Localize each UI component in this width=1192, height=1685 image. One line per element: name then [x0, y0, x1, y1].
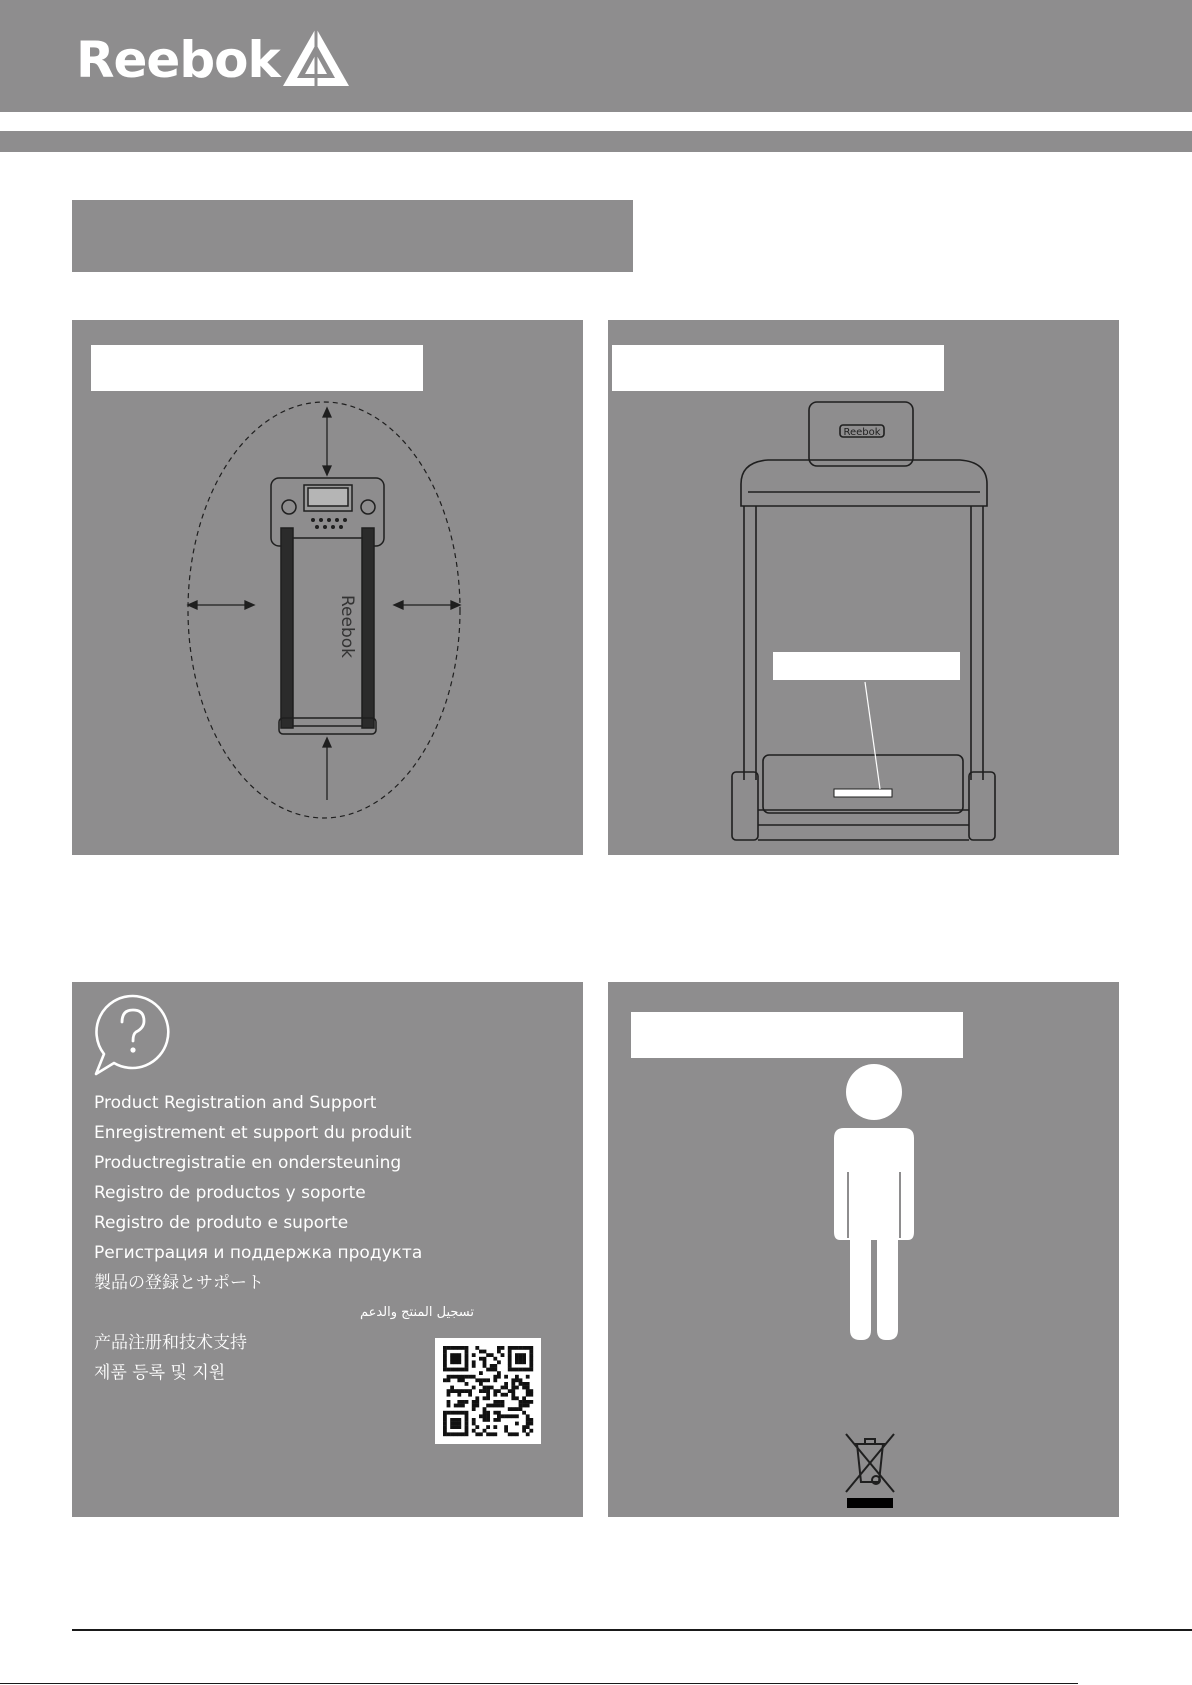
question-bubble-icon: [92, 992, 174, 1078]
support-line-en: Product Registration and Support: [94, 1093, 377, 1113]
user-weight-label-box: [631, 1012, 963, 1058]
bottom-rule: [0, 1683, 1078, 1684]
support-line-fr: Enregistrement et support du produit: [94, 1123, 412, 1143]
crossed-out-bin-icon: [840, 1430, 900, 1510]
logo-wordmark: Reebok: [76, 31, 280, 89]
footer-rule: [72, 1629, 1192, 1631]
person-silhouette-icon: [814, 1062, 934, 1342]
clearance-panel: [72, 320, 583, 855]
serial-panel: [608, 320, 1119, 855]
treadmill-rear-view: [608, 320, 1119, 855]
treadmill-logo: Reebok: [337, 595, 357, 659]
reebok-logo: [76, 28, 356, 92]
qr-code-icon[interactable]: [435, 1338, 541, 1444]
support-line-ja: 製品の登録とサポート: [94, 1273, 264, 1293]
support-line-ko: 제품 등록 및 지원: [94, 1363, 226, 1383]
header-stripe: [0, 131, 1192, 152]
support-line-ar: تسجيل المنتج والدعم: [359, 1305, 474, 1320]
support-line-zh: 产品注册和技术支持: [94, 1333, 247, 1353]
serial-label-box: [773, 652, 960, 680]
support-line-ru: Регистрация и поддержка продукта: [94, 1243, 423, 1263]
clearance-diagram: [72, 320, 583, 855]
console-logo: Reebok: [843, 427, 881, 438]
user-weight-panel: [608, 982, 1119, 1517]
serial-sticker: [834, 789, 892, 797]
treadmill-top-view: [271, 478, 384, 734]
support-line-es: Registro de productos y soporte: [94, 1183, 366, 1203]
support-panel: [72, 982, 583, 1517]
support-line-nl: Productregistratie en ondersteuning: [94, 1153, 402, 1173]
reebok-delta-logo-icon: [283, 28, 349, 88]
title-bar: [72, 200, 633, 272]
support-line-pt: Registro de produto e suporte: [94, 1213, 349, 1233]
